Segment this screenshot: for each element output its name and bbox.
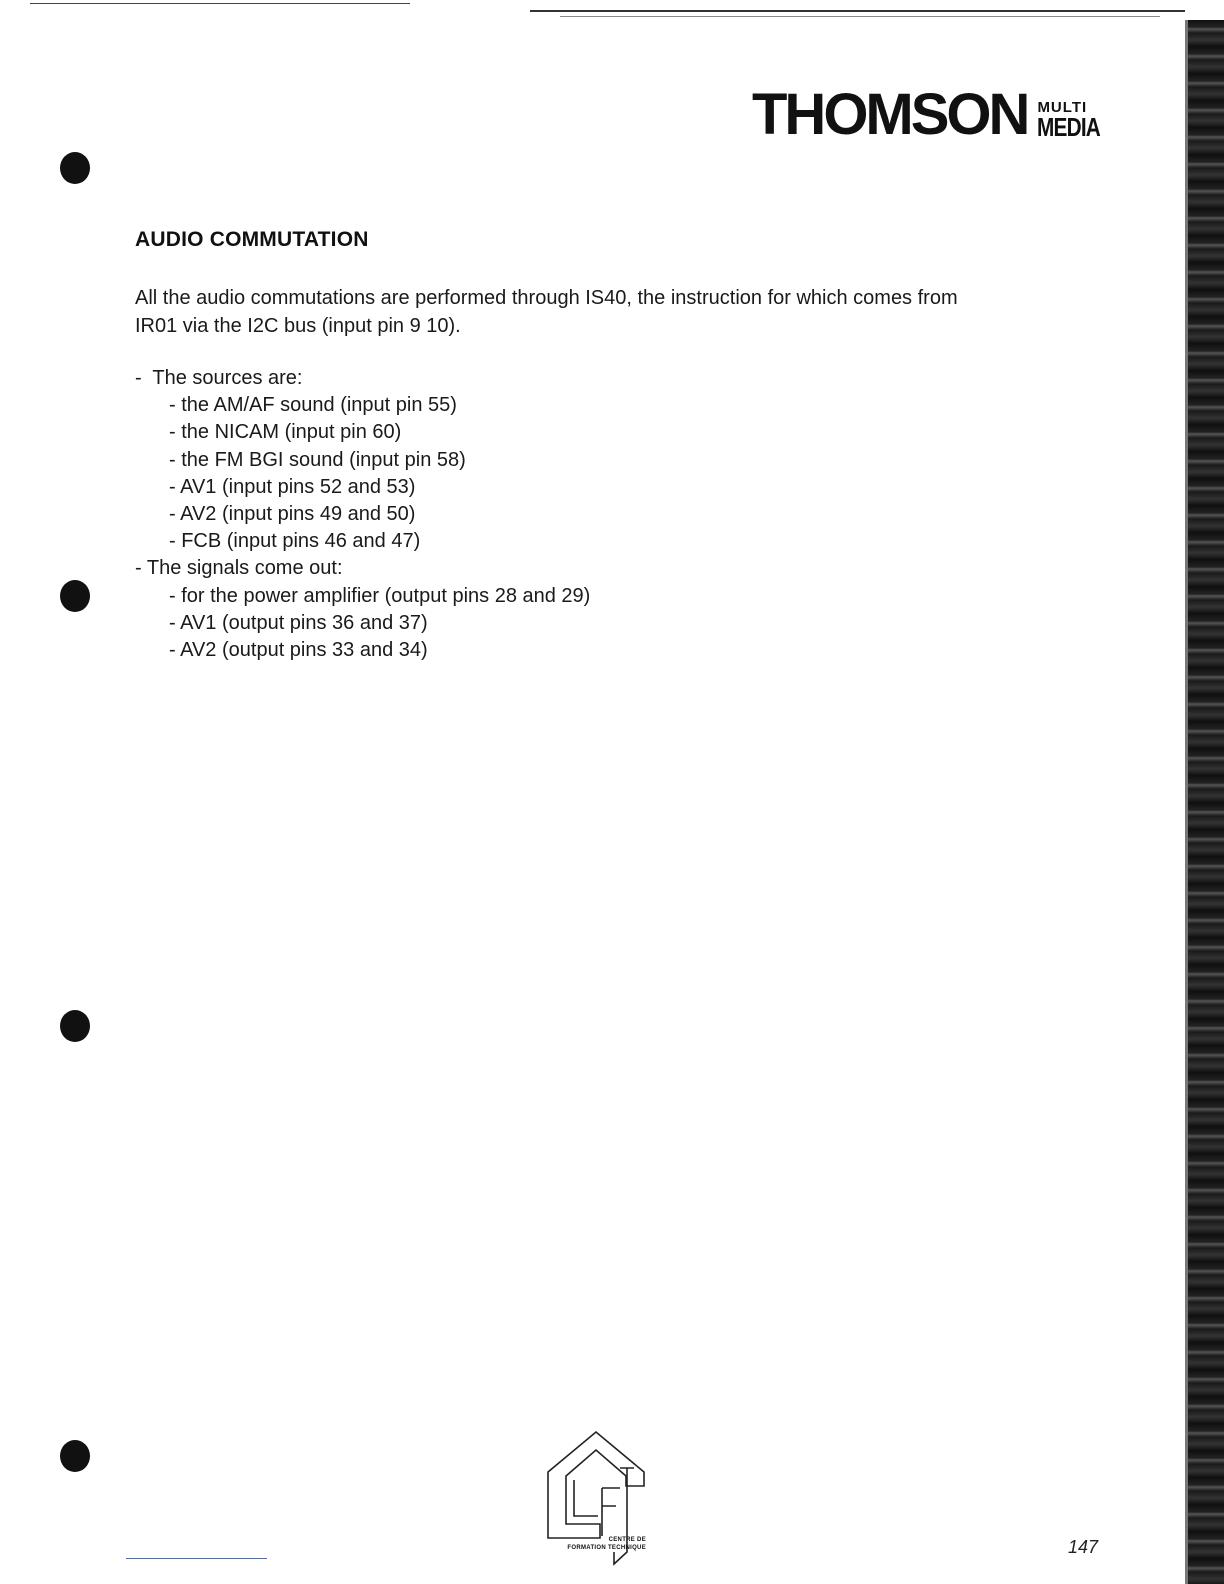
cft-caption-line-2: FORMATION TECHNIQUE	[567, 1545, 646, 1551]
list-item: - the NICAM (input pin 60)	[169, 421, 402, 444]
list-item: - FCB (input pins 46 and 47)	[169, 530, 421, 553]
list-item: - for the power amplifier (output pins 28 and 29)	[169, 584, 591, 607]
punch-hole-icon	[60, 1440, 90, 1472]
brand-sub-bottom: MEDIA	[1037, 112, 1101, 143]
scan-binding-edge	[1188, 20, 1224, 1584]
page-number: 147	[1068, 1537, 1099, 1557]
cft-caption-line-1: CENTRE DE	[608, 1537, 646, 1543]
punch-hole-icon	[60, 580, 90, 612]
intro-paragraph	[135, 284, 1095, 340]
cft-logo-icon	[540, 1428, 650, 1578]
list-item: - AV2 (input pins 49 and 50)	[169, 503, 416, 526]
brand-sub-top: MULTI	[1037, 99, 1088, 117]
scan-top-line-left	[30, 3, 410, 4]
punch-hole-icon	[60, 152, 90, 184]
punch-hole-icon	[60, 1010, 90, 1042]
list-item: - AV1 (input pins 52 and 53)	[169, 475, 416, 498]
scan-top-line-right	[530, 10, 1185, 12]
scan-binding-edge-inner	[1185, 20, 1188, 1584]
commutation-list	[135, 365, 590, 664]
brand-main-text: THOMSON	[752, 82, 1028, 147]
intro-paragraph-line-2: IR01 via the I2C bus (input pin 9 10).	[135, 315, 461, 337]
bottom-link-line	[126, 1558, 267, 1559]
cft-caption	[546, 1536, 646, 1552]
section-title: AUDIO COMMUTATION	[135, 228, 369, 251]
intro-paragraph-line-1: All the audio commutations are performed through IS40, the instruction for which comes from	[135, 287, 958, 309]
sources-label: - The sources are:	[135, 367, 303, 389]
list-item: - the FM BGI sound (input pin 58)	[169, 448, 466, 471]
list-item: - the AM/AF sound (input pin 55)	[169, 394, 457, 417]
list-item: - AV1 (output pins 36 and 37)	[169, 611, 428, 634]
brand-sub	[1037, 99, 1116, 143]
thomson-logo	[752, 82, 1116, 147]
scan-top-line-right-secondary	[560, 16, 1160, 17]
outputs-label: - The signals come out:	[135, 557, 343, 580]
list-item: - AV2 (output pins 33 and 34)	[169, 639, 428, 662]
